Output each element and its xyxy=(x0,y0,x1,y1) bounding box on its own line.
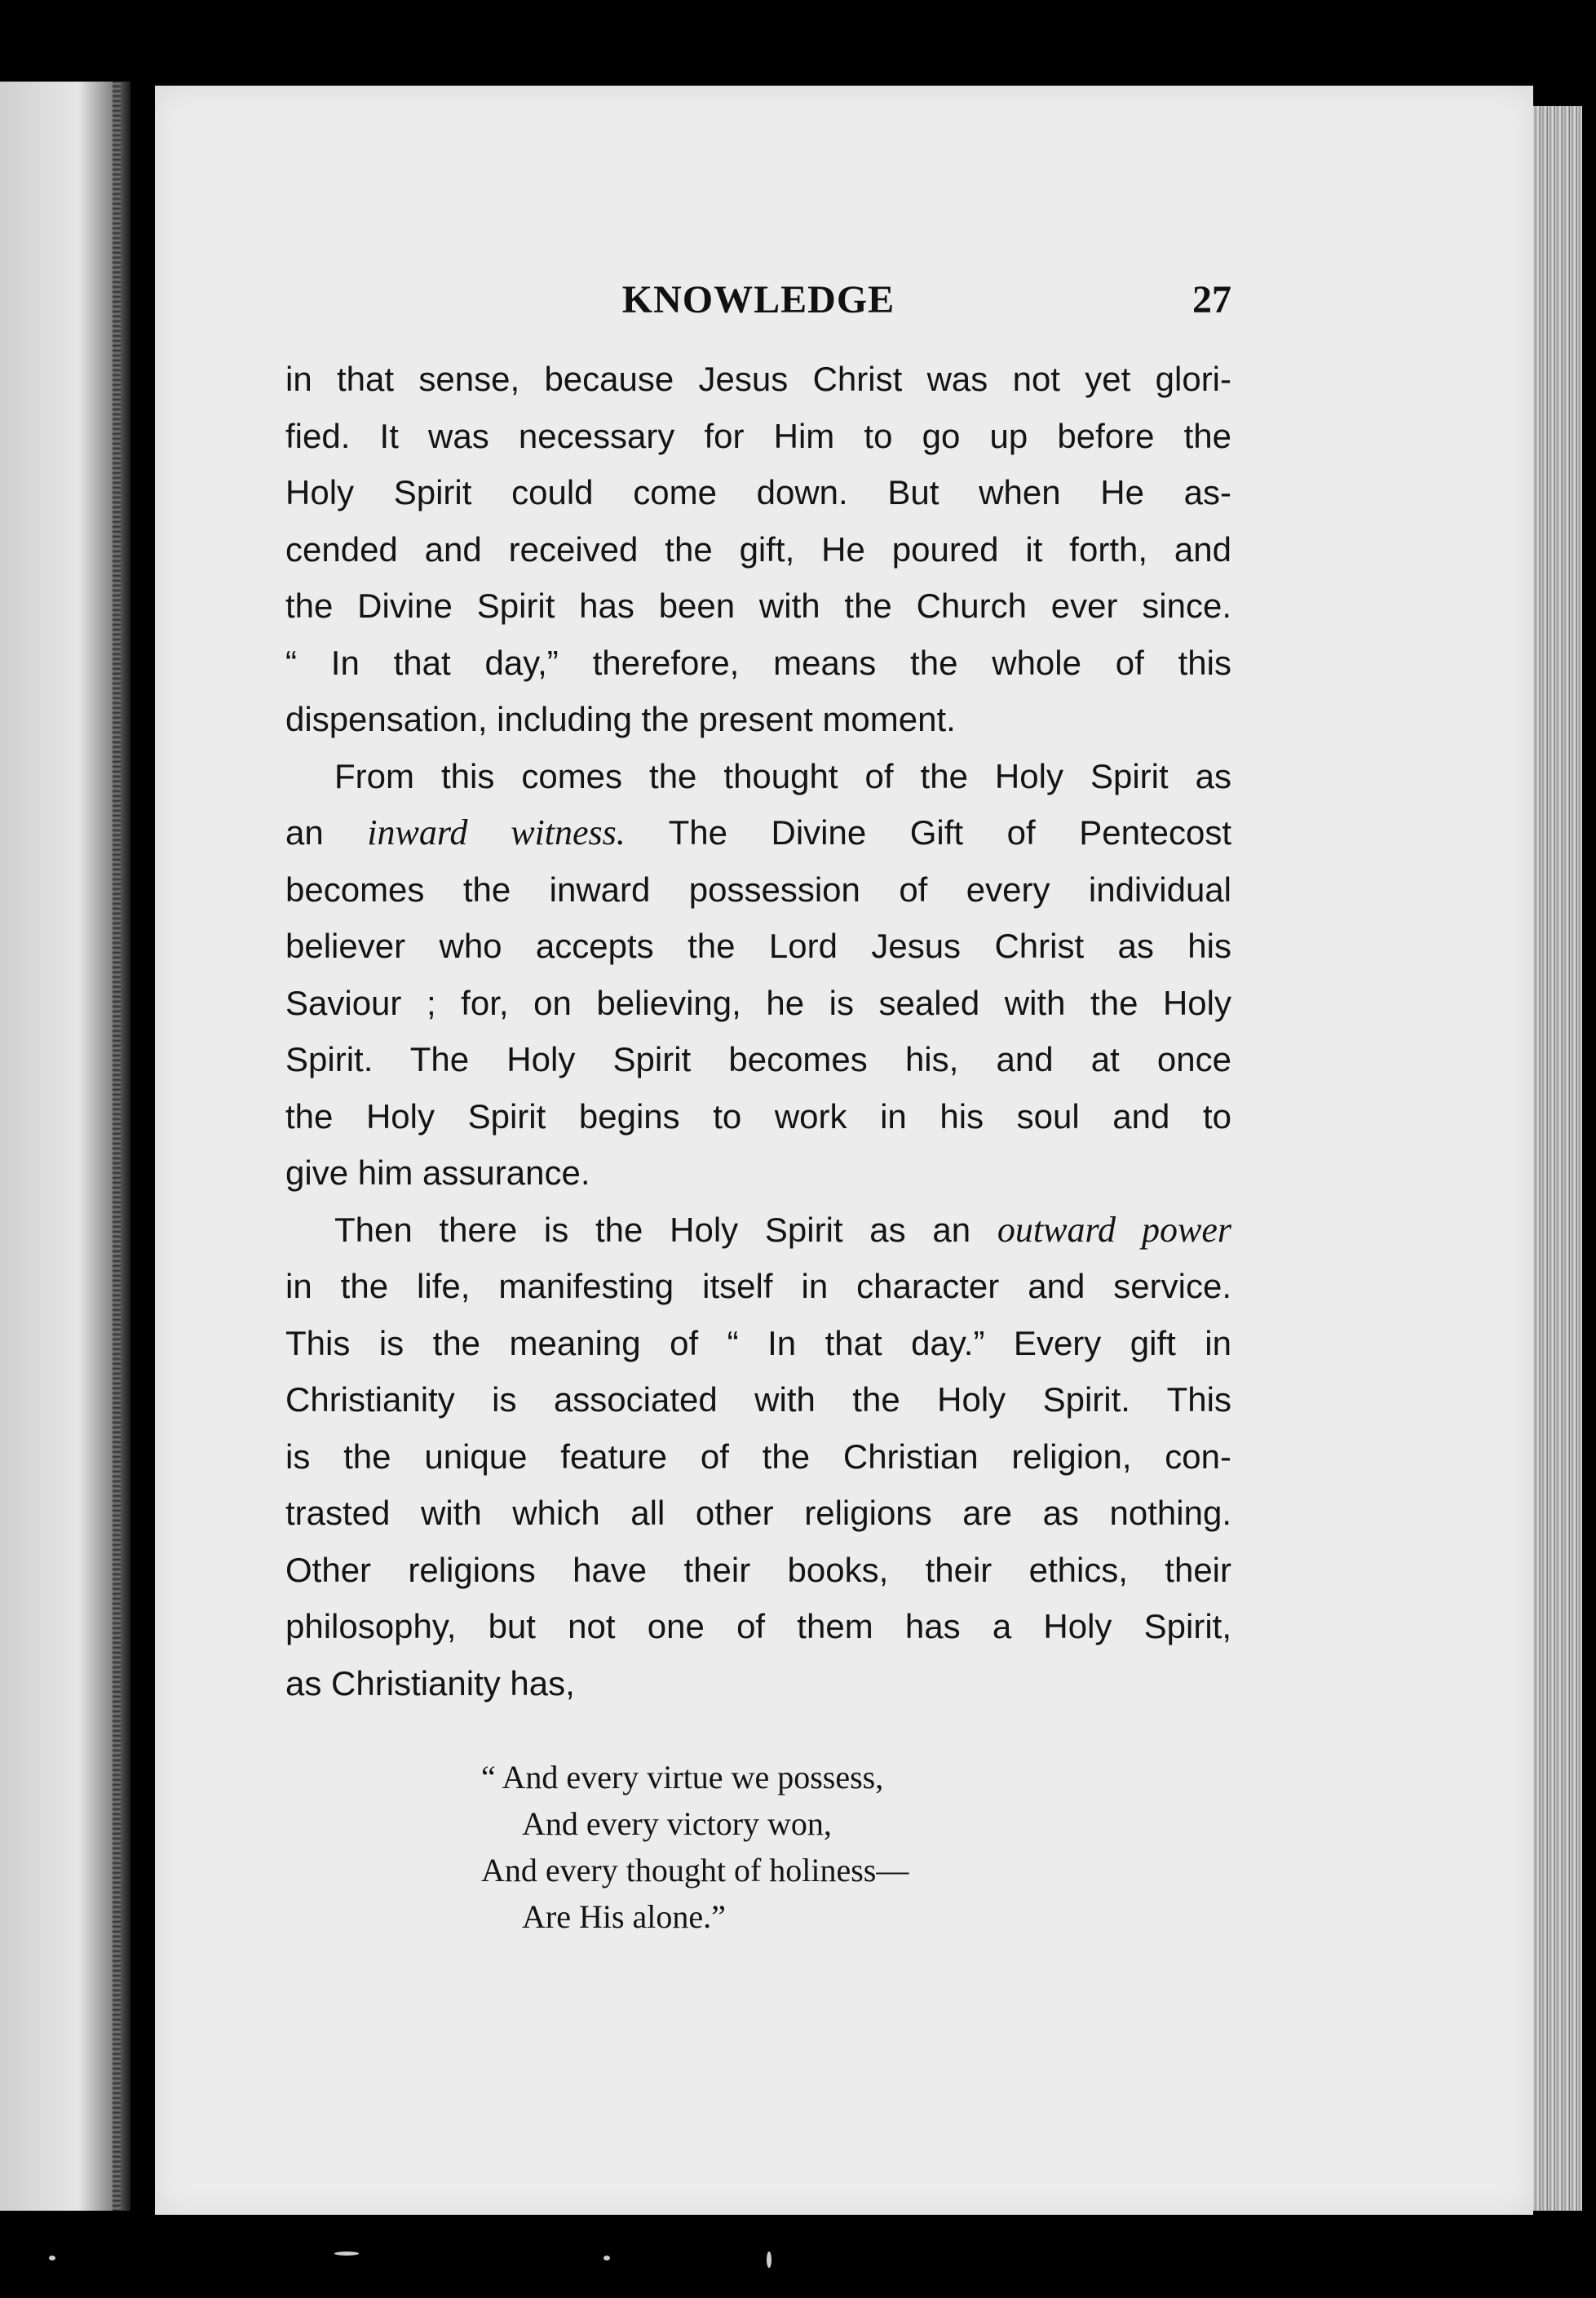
text-line: in that sense, because Jesus Christ was not yet glori- xyxy=(285,360,1231,398)
text-line: the Divine Spirit has been with the Church ever since. xyxy=(285,587,1231,625)
text-line-with-italic xyxy=(285,804,1231,861)
text-line: dispensation, including the present moment. xyxy=(285,700,956,738)
page-number: 27 xyxy=(1192,278,1231,321)
text-line: Spirit. The Holy Spirit becomes his, and at once xyxy=(285,1040,1231,1078)
verse-line: Are His alone.” xyxy=(522,1898,726,1935)
running-head xyxy=(285,277,1231,326)
text-line: in the life, manifesting itself in character and service. xyxy=(285,1267,1231,1305)
body-text xyxy=(285,351,1231,1711)
text-line: believer who accepts the Lord Jesus Christ as his xyxy=(285,927,1231,965)
scan-speck xyxy=(767,2252,771,2268)
text-fragment: Then there is the Holy Spirit as an xyxy=(334,1210,971,1249)
scan-speck xyxy=(334,2252,359,2256)
page-stack-edge xyxy=(1533,106,1582,2211)
text-line: cended and received the gift, He poured it forth, and xyxy=(285,529,1231,569)
verse-line: And every victory won, xyxy=(522,1805,832,1842)
italic-phrase-outward-power: outward power xyxy=(997,1209,1231,1250)
text-line: fied. It was necessary for Him to go up before the xyxy=(285,416,1231,455)
verse-line: And every thought of holiness— xyxy=(481,1852,909,1888)
italic-phrase-inward-witness: inward witness. xyxy=(367,812,626,852)
text-line: “ In that day,” therefore, means the whole of this xyxy=(285,643,1231,682)
text-line: philosophy, but not one of them has a Holy Spirit, xyxy=(285,1607,1231,1645)
text-line-with-italic xyxy=(285,1202,1231,1259)
text-line: as Christianity has, xyxy=(285,1663,575,1702)
scan-speck xyxy=(603,2256,610,2260)
text-line: the Holy Spirit begins to work in his soul and to xyxy=(285,1096,1231,1136)
text-line: Holy Spirit could come down. But when He as- xyxy=(285,473,1231,511)
text-line: becomes the inward possession of every individual xyxy=(285,870,1231,909)
scan-speck xyxy=(49,2256,55,2260)
text-line: is the unique feature of the Christian religion, con- xyxy=(285,1437,1231,1476)
text-line: Other religions have their books, their ethics, their xyxy=(285,1550,1231,1589)
text-line: give him assurance. xyxy=(285,1153,590,1192)
text-line: trasted with which all other religions are as nothing. xyxy=(285,1494,1231,1532)
text-fragment: The Divine Gift of Pentecost xyxy=(668,813,1231,852)
facing-page-edge xyxy=(0,82,130,2211)
verse-line: “ And every virtue we possess, xyxy=(481,1759,884,1795)
binding-shadow xyxy=(113,82,121,2211)
text-line: This is the meaning of “ In that day.” Every gift in xyxy=(285,1323,1231,1362)
text-line: Christianity is associated with the Holy Spirit. This xyxy=(285,1380,1231,1419)
running-head-title: KNOWLEDGE xyxy=(621,278,895,321)
text-line: From this comes the thought of the Holy Spirit as xyxy=(334,756,1231,795)
text-fragment: an xyxy=(285,813,324,852)
verse-quotation xyxy=(481,1754,1134,1940)
text-line: Saviour ; for, on believing, he is sealed with the Holy xyxy=(285,983,1231,1022)
